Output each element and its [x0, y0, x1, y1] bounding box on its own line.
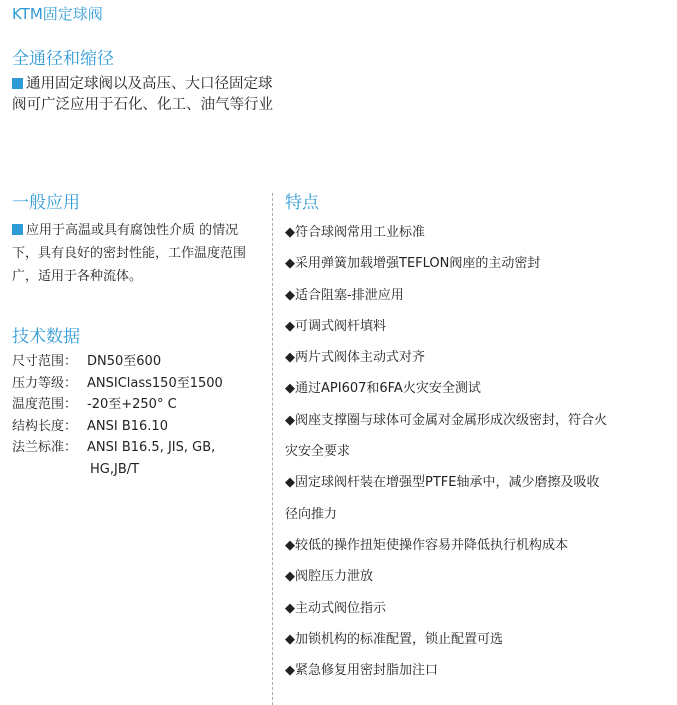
full-bore-text: 通用固定球阀以及高压、大口径固定球阀可广泛应用于石化、化工、油气等行业	[12, 76, 273, 113]
feature-text: ◆符合球阀常用工业标准	[285, 225, 425, 240]
full-bore-heading: 全通径和缩径	[12, 49, 114, 69]
feature-item	[285, 655, 670, 686]
general-application-paragraph	[12, 219, 260, 288]
tech-row-size	[12, 351, 252, 373]
tech-label: 结构长度：	[12, 418, 78, 434]
feature-text: ◆主动式阀位指示	[285, 600, 386, 616]
feature-item	[285, 217, 670, 248]
full-bore-paragraph	[12, 74, 274, 116]
square-bullet-icon	[12, 224, 23, 235]
feature-item	[285, 280, 670, 311]
feature-item	[285, 405, 670, 468]
feature-item	[285, 311, 670, 342]
feature-text: ◆采用弹簧加载增强TEFLON阀座的主动密封	[285, 256, 541, 272]
tech-value: DN50至600	[87, 354, 162, 369]
feature-text: ◆紧急修复用密封脂加注口	[285, 663, 438, 679]
feature-text: ◆适合阻塞-排泄应用	[285, 287, 404, 303]
feature-item	[285, 530, 670, 561]
tech-row-pressure	[12, 373, 252, 395]
tech-value: ANSI B16.10	[87, 418, 168, 434]
feature-item	[285, 593, 670, 624]
tech-label: 尺寸范围：	[12, 354, 78, 369]
feature-text: ◆可调式阀杆填料	[285, 318, 386, 334]
feature-item	[285, 624, 670, 655]
column-divider	[272, 193, 273, 705]
general-application-text: 应用于高温或具有腐蚀性介质 的情况下，具有良好的密封性能，工作温度范围广，适用于各种流体。	[12, 223, 247, 284]
tech-label: 法兰标准：	[12, 440, 78, 455]
tech-row-temperature	[12, 394, 252, 416]
features-heading: 特点	[285, 193, 319, 213]
feature-text: ◆阀座支撑圈与球体可金属对金属形成次级密封，符合火	[285, 412, 607, 428]
feature-text-continued: 灾安全要求	[285, 444, 351, 460]
tech-value: ANSIClass150至1500	[87, 375, 223, 391]
feature-text: ◆加锁机构的标准配置，锁止配置可选	[285, 631, 503, 647]
tech-row-flange	[12, 437, 252, 459]
feature-item	[285, 342, 670, 373]
square-bullet-icon	[12, 78, 23, 89]
tech-data-list	[12, 351, 252, 480]
general-application-heading: 一般应用	[12, 193, 80, 213]
feature-text: ◆通过API607和6FA火灾安全测试	[285, 381, 481, 397]
tech-data-heading: 技术数据	[12, 327, 80, 347]
tech-flange-continued: HG,JB/T	[90, 461, 140, 477]
tech-label: 压力等级：	[12, 375, 78, 391]
feature-item	[285, 467, 670, 530]
tech-value: -20至+250° C	[87, 397, 177, 412]
tech-value: ANSI B16.5, JIS, GB,	[87, 440, 216, 455]
feature-text: ◆阀腔压力泄放	[285, 569, 373, 585]
feature-item	[285, 248, 670, 279]
tech-label: 温度范围：	[12, 397, 78, 412]
page-title: KTM固定球阀	[12, 5, 103, 23]
feature-text: ◆较低的操作扭矩使操作容易并降低执行机构成本	[285, 537, 568, 553]
feature-text-continued: 径向推力	[285, 506, 338, 522]
feature-text: ◆固定球阀杆装在增强型PTFE轴承中，减少磨擦及吸收	[285, 475, 600, 491]
feature-item	[285, 561, 670, 592]
features-list	[285, 217, 670, 686]
feature-text: ◆两片式阀体主动式对齐	[285, 350, 425, 366]
tech-row-length	[12, 416, 252, 438]
feature-item	[285, 373, 670, 404]
